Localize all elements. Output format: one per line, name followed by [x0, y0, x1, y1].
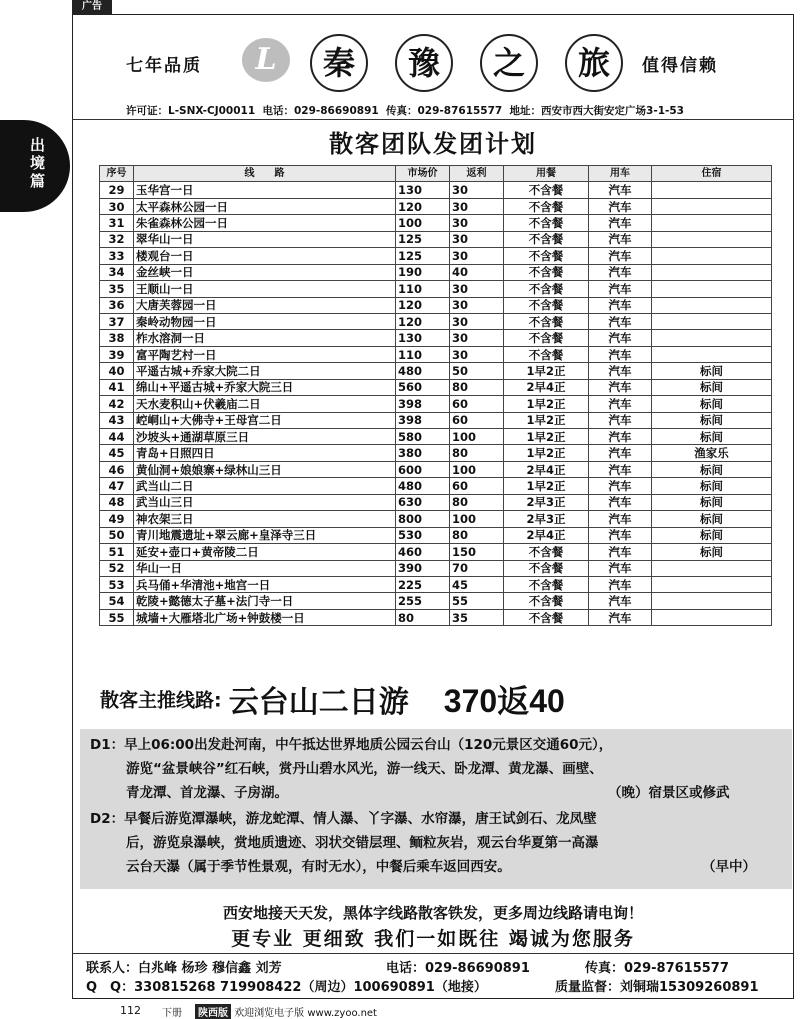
contact-fax: 传真：029-87615577	[585, 961, 729, 976]
cell-vehicle: 汽车	[589, 248, 652, 264]
cell-meal: 2早4正	[504, 461, 589, 477]
cell-route: 王顺山一日	[134, 281, 396, 297]
cell-meal: 不含餐	[504, 248, 589, 264]
cell-lodging: 标间	[652, 363, 772, 379]
cell-lodging: 标间	[652, 379, 772, 395]
cell-price: 480	[396, 478, 450, 494]
brand-char-1: 秦	[310, 34, 368, 92]
cell-vehicle: 汽车	[589, 560, 652, 576]
cell-vehicle: 汽车	[589, 527, 652, 543]
cell-no: 37	[100, 313, 134, 329]
brand-char-4: 旅	[565, 34, 623, 92]
cell-rebate: 30	[450, 182, 504, 198]
cell-no: 40	[100, 363, 134, 379]
cell-price: 480	[396, 363, 450, 379]
itinerary-d1-note: （晚）宿景区或修武	[608, 785, 730, 801]
cell-meal: 2早4正	[504, 527, 589, 543]
cell-no: 29	[100, 182, 134, 198]
cell-meal: 1早2正	[504, 429, 589, 445]
header-price: 市场价	[396, 166, 450, 182]
cell-lodging: 标间	[652, 429, 772, 445]
page-number: 112	[120, 1004, 141, 1017]
cell-route: 崆峒山+大佛寺+王母宫二日	[134, 412, 396, 428]
cell-rebate: 100	[450, 511, 504, 527]
cell-meal: 不含餐	[504, 231, 589, 247]
cell-rebate: 100	[450, 461, 504, 477]
table-row	[100, 248, 772, 264]
cell-lodging	[652, 330, 772, 346]
table-row	[100, 609, 772, 625]
cell-vehicle: 汽车	[589, 494, 652, 510]
table-row	[100, 593, 772, 609]
ad-tag: 广告	[72, 0, 112, 14]
featured-route	[100, 676, 565, 722]
itinerary-d1-line3: 青龙潭、首龙瀑、子房湖。	[126, 785, 288, 801]
cell-lodging: 标间	[652, 396, 772, 412]
cell-meal: 不含餐	[504, 297, 589, 313]
itinerary-d2-line3: 云台天瀑（属于季节性景观，有时无水），中餐后乘车返回西安。	[126, 859, 511, 875]
cell-no: 39	[100, 346, 134, 362]
featured-label: 散客主推线路:	[100, 689, 222, 712]
table-row	[100, 297, 772, 313]
cell-rebate: 30	[450, 297, 504, 313]
quality-supervisor: 质量监督：刘铜瑞15309260891	[555, 980, 759, 995]
contact-phone: 电话：029-86690891	[386, 961, 530, 976]
cell-route: 绵山+平遥古城+乔家大院三日	[134, 379, 396, 395]
cell-price: 380	[396, 445, 450, 461]
cell-vehicle: 汽车	[589, 379, 652, 395]
footer-badge: 陕西版	[195, 1004, 231, 1019]
cell-rebate: 80	[450, 494, 504, 510]
cell-rebate: 80	[450, 445, 504, 461]
service-motto: 更专业 更细致 我们一如既往 竭诚为您服务	[231, 928, 635, 950]
header-rebate: 返利	[450, 166, 504, 182]
notice-text: 西安地接天天发，黑体字线路散客铁发，更多周边线路请电询！	[222, 904, 643, 922]
cell-rebate: 50	[450, 363, 504, 379]
table-row	[100, 544, 772, 560]
itinerary-d2-note: （早中）	[702, 859, 756, 875]
cell-lodging: 标间	[652, 494, 772, 510]
cell-meal: 1早2正	[504, 363, 589, 379]
cell-route: 黄仙洞+娘娘寨+绿林山三日	[134, 461, 396, 477]
cell-meal: 不含餐	[504, 330, 589, 346]
cell-lodging	[652, 264, 772, 280]
table-row	[100, 182, 772, 198]
cell-rebate: 45	[450, 576, 504, 592]
table-row	[100, 576, 772, 592]
cell-price: 560	[396, 379, 450, 395]
cell-rebate: 60	[450, 396, 504, 412]
cell-route: 武当山二日	[134, 478, 396, 494]
table-row	[100, 313, 772, 329]
cell-no: 30	[100, 198, 134, 214]
cell-price: 255	[396, 593, 450, 609]
cell-rebate: 30	[450, 346, 504, 362]
agency-fax: 传真：029-87615577	[386, 105, 503, 117]
brand-char-2: 豫	[395, 34, 453, 92]
cell-meal: 1早2正	[504, 445, 589, 461]
cell-vehicle: 汽车	[589, 461, 652, 477]
cell-no: 41	[100, 379, 134, 395]
cell-meal: 不含餐	[504, 593, 589, 609]
cell-vehicle: 汽车	[589, 281, 652, 297]
cell-no: 33	[100, 248, 134, 264]
cell-route: 翠华山一日	[134, 231, 396, 247]
agency-logo: L	[242, 38, 290, 82]
cell-vehicle: 汽车	[589, 609, 652, 625]
cell-rebate: 150	[450, 544, 504, 560]
footer-section: 下册	[162, 1008, 182, 1019]
cell-meal: 不含餐	[504, 313, 589, 329]
cell-lodging: 标间	[652, 527, 772, 543]
cell-price: 110	[396, 281, 450, 297]
cell-route: 华山一日	[134, 560, 396, 576]
cell-no: 44	[100, 429, 134, 445]
cell-rebate: 80	[450, 379, 504, 395]
agency-info	[126, 103, 684, 118]
cell-meal: 不含餐	[504, 182, 589, 198]
cell-meal: 2早3正	[504, 511, 589, 527]
cell-no: 48	[100, 494, 134, 510]
cell-lodging	[652, 215, 772, 231]
cell-route: 秦岭动物园一日	[134, 313, 396, 329]
cell-price: 530	[396, 527, 450, 543]
cell-meal: 不含餐	[504, 609, 589, 625]
cell-price: 120	[396, 297, 450, 313]
cell-rebate: 60	[450, 478, 504, 494]
cell-no: 49	[100, 511, 134, 527]
footer-site: 欢迎浏览电子版 www.zyoo.net	[234, 1008, 377, 1019]
table-row	[100, 330, 772, 346]
cell-lodging	[652, 313, 772, 329]
header-no: 序号	[100, 166, 134, 182]
divider	[72, 953, 794, 954]
table-row	[100, 527, 772, 543]
cell-route: 金丝峡一日	[134, 264, 396, 280]
table-header-row	[100, 166, 772, 182]
cell-vehicle: 汽车	[589, 593, 652, 609]
cell-meal: 不含餐	[504, 264, 589, 280]
table-row	[100, 346, 772, 362]
cell-lodging: 标间	[652, 511, 772, 527]
table-row	[100, 264, 772, 280]
cell-price: 130	[396, 330, 450, 346]
cell-rebate: 35	[450, 609, 504, 625]
cell-route: 天水麦积山+伏羲庙二日	[134, 396, 396, 412]
cell-meal: 1早2正	[504, 412, 589, 428]
cell-route: 大唐芙蓉园一日	[134, 297, 396, 313]
cell-vehicle: 汽车	[589, 445, 652, 461]
cell-vehicle: 汽车	[589, 215, 652, 231]
cell-lodging	[652, 609, 772, 625]
cell-meal: 2早4正	[504, 379, 589, 395]
table-row	[100, 478, 772, 494]
cell-meal: 不含餐	[504, 215, 589, 231]
cell-rebate: 70	[450, 560, 504, 576]
cell-price: 800	[396, 511, 450, 527]
cell-meal: 不含餐	[504, 544, 589, 560]
table-row	[100, 396, 772, 412]
cell-no: 53	[100, 576, 134, 592]
cell-no: 50	[100, 527, 134, 543]
cell-price: 120	[396, 313, 450, 329]
cell-no: 34	[100, 264, 134, 280]
cell-vehicle: 汽车	[589, 264, 652, 280]
cell-price: 120	[396, 198, 450, 214]
cell-lodging	[652, 248, 772, 264]
itinerary-d1-line2: 游览“盆景峡谷”红石峡，赏丹山碧水风光，游一线天、卧龙潭、黄龙瀑、画壁、	[126, 761, 603, 777]
cell-route: 武当山三日	[134, 494, 396, 510]
cell-no: 54	[100, 593, 134, 609]
cell-no: 55	[100, 609, 134, 625]
cell-route: 平遥古城+乔家大院二日	[134, 363, 396, 379]
cell-rebate: 30	[450, 330, 504, 346]
cell-route: 富平陶艺村一日	[134, 346, 396, 362]
header-meal: 用餐	[504, 166, 589, 182]
cell-vehicle: 汽车	[589, 346, 652, 362]
cell-meal: 不含餐	[504, 576, 589, 592]
cell-no: 47	[100, 478, 134, 494]
cell-price: 580	[396, 429, 450, 445]
cell-price: 460	[396, 544, 450, 560]
agency-address: 地址：西安市西大街安定广场3-1-53	[509, 105, 684, 117]
cell-rebate: 40	[450, 264, 504, 280]
cell-route: 青川地震遗址+翠云廊+皇泽寺三日	[134, 527, 396, 543]
cell-price: 630	[396, 494, 450, 510]
cell-rebate: 30	[450, 231, 504, 247]
cell-lodging: 标间	[652, 412, 772, 428]
cell-lodging: 渔家乐	[652, 445, 772, 461]
cell-price: 190	[396, 264, 450, 280]
itinerary-d1-line1: D1：早上06:00出发赴河南，中午抵达世界地质公园云台山（120元景区交通60元），	[90, 737, 613, 753]
cell-route: 乾陵+懿德太子墓+法门寺一日	[134, 593, 396, 609]
cell-route: 朱雀森林公园一日	[134, 215, 396, 231]
cell-route: 城墙+大雁塔北广场+钟鼓楼一日	[134, 609, 396, 625]
cell-lodging	[652, 231, 772, 247]
cell-route: 柞水溶洞一日	[134, 330, 396, 346]
cell-no: 38	[100, 330, 134, 346]
cell-no: 45	[100, 445, 134, 461]
table-row	[100, 231, 772, 247]
cell-price: 390	[396, 560, 450, 576]
cell-meal: 不含餐	[504, 198, 589, 214]
section-tab-label: 出境篇	[30, 136, 46, 190]
header-lodging: 住宿	[652, 166, 772, 182]
header-route: 线 路	[134, 166, 396, 182]
cell-rebate: 30	[450, 215, 504, 231]
cell-lodging	[652, 593, 772, 609]
cell-route: 太平森林公园一日	[134, 198, 396, 214]
cell-vehicle: 汽车	[589, 396, 652, 412]
cell-vehicle: 汽车	[589, 231, 652, 247]
cell-vehicle: 汽车	[589, 544, 652, 560]
cell-vehicle: 汽车	[589, 429, 652, 445]
cell-lodging	[652, 182, 772, 198]
cell-route: 兵马俑+华清池+地宫一日	[134, 576, 396, 592]
schedule-table	[99, 165, 772, 626]
cell-rebate: 55	[450, 593, 504, 609]
cell-no: 35	[100, 281, 134, 297]
cell-lodging	[652, 576, 772, 592]
cell-route: 楼观台一日	[134, 248, 396, 264]
cell-no: 51	[100, 544, 134, 560]
table-row	[100, 198, 772, 214]
header-vehicle: 用车	[589, 166, 652, 182]
slogan-left: 七年品质	[126, 56, 202, 76]
itinerary-d2-line1: D2：早餐后游览潭瀑峡，游龙蛇潭、情人瀑、丫字瀑、水帘瀑，唐王试剑石、龙凤壁	[90, 811, 597, 827]
slogan-right: 值得信赖	[642, 56, 718, 76]
cell-price: 600	[396, 461, 450, 477]
cell-vehicle: 汽车	[589, 478, 652, 494]
cell-price: 125	[396, 231, 450, 247]
cell-vehicle: 汽车	[589, 330, 652, 346]
agency-phone: 电话：029-86690891	[262, 105, 379, 117]
cell-lodging	[652, 346, 772, 362]
cell-meal: 2早3正	[504, 494, 589, 510]
cell-no: 32	[100, 231, 134, 247]
contact-qq: Q Q：330815268 719908422（周边）100690891（地接）	[86, 980, 487, 995]
cell-vehicle: 汽车	[589, 412, 652, 428]
cell-route: 沙坡头+通湖草原三日	[134, 429, 396, 445]
table-row	[100, 429, 772, 445]
cell-lodging: 标间	[652, 544, 772, 560]
table-row	[100, 215, 772, 231]
cell-meal: 不含餐	[504, 346, 589, 362]
cell-rebate: 30	[450, 281, 504, 297]
itinerary-box	[80, 729, 792, 889]
cell-vehicle: 汽车	[589, 297, 652, 313]
cell-meal: 1早2正	[504, 478, 589, 494]
cell-price: 225	[396, 576, 450, 592]
cell-price: 398	[396, 412, 450, 428]
cell-vehicle: 汽车	[589, 313, 652, 329]
cell-lodging	[652, 281, 772, 297]
itinerary-d2-line2: 后，游览泉瀑峡，赏地质遗迹、羽状交错层理、鲕粒灰岩，观云台华夏第一高瀑	[126, 835, 599, 851]
table-row	[100, 461, 772, 477]
cell-price: 398	[396, 396, 450, 412]
cell-route: 青岛+日照四日	[134, 445, 396, 461]
cell-vehicle: 汽车	[589, 198, 652, 214]
cell-rebate: 30	[450, 198, 504, 214]
cell-price: 100	[396, 215, 450, 231]
cell-vehicle: 汽车	[589, 363, 652, 379]
table-row	[100, 281, 772, 297]
cell-lodging: 标间	[652, 478, 772, 494]
cell-no: 43	[100, 412, 134, 428]
cell-vehicle: 汽车	[589, 182, 652, 198]
contact-people: 联系人：白兆峰 杨珍 穆信鑫 刘芳	[86, 961, 282, 976]
cell-route: 神农架三日	[134, 511, 396, 527]
featured-route-name: 云台山二日游	[228, 685, 409, 720]
cell-price: 110	[396, 346, 450, 362]
cell-price: 130	[396, 182, 450, 198]
cell-meal: 不含餐	[504, 281, 589, 297]
cell-lodging	[652, 297, 772, 313]
cell-vehicle: 汽车	[589, 576, 652, 592]
divider	[72, 119, 794, 120]
cell-no: 52	[100, 560, 134, 576]
cell-lodging: 标间	[652, 461, 772, 477]
table-row	[100, 379, 772, 395]
table-row	[100, 363, 772, 379]
table-row	[100, 511, 772, 527]
cell-rebate: 30	[450, 248, 504, 264]
cell-rebate: 30	[450, 313, 504, 329]
table-row	[100, 560, 772, 576]
cell-lodging	[652, 560, 772, 576]
cell-route: 玉华宫一日	[134, 182, 396, 198]
cell-rebate: 80	[450, 527, 504, 543]
cell-no: 36	[100, 297, 134, 313]
cell-route: 延安+壶口+黄帝陵二日	[134, 544, 396, 560]
section-tab	[0, 120, 70, 212]
table-row	[100, 494, 772, 510]
cell-price: 80	[396, 609, 450, 625]
table-row	[100, 412, 772, 428]
featured-price: 370返40	[443, 683, 565, 719]
cell-meal: 1早2正	[504, 396, 589, 412]
cell-price: 125	[396, 248, 450, 264]
cell-lodging	[652, 198, 772, 214]
cell-no: 42	[100, 396, 134, 412]
cell-no: 31	[100, 215, 134, 231]
brand-char-3: 之	[480, 34, 538, 92]
table-row	[100, 445, 772, 461]
cell-rebate: 60	[450, 412, 504, 428]
license-number: 许可证：L-SNX-CJ00011	[126, 105, 256, 117]
cell-vehicle: 汽车	[589, 511, 652, 527]
page-title: 散客团队发团计划	[329, 130, 537, 158]
footer-brand	[195, 1004, 377, 1019]
cell-rebate: 100	[450, 429, 504, 445]
cell-meal: 不含餐	[504, 560, 589, 576]
cell-no: 46	[100, 461, 134, 477]
